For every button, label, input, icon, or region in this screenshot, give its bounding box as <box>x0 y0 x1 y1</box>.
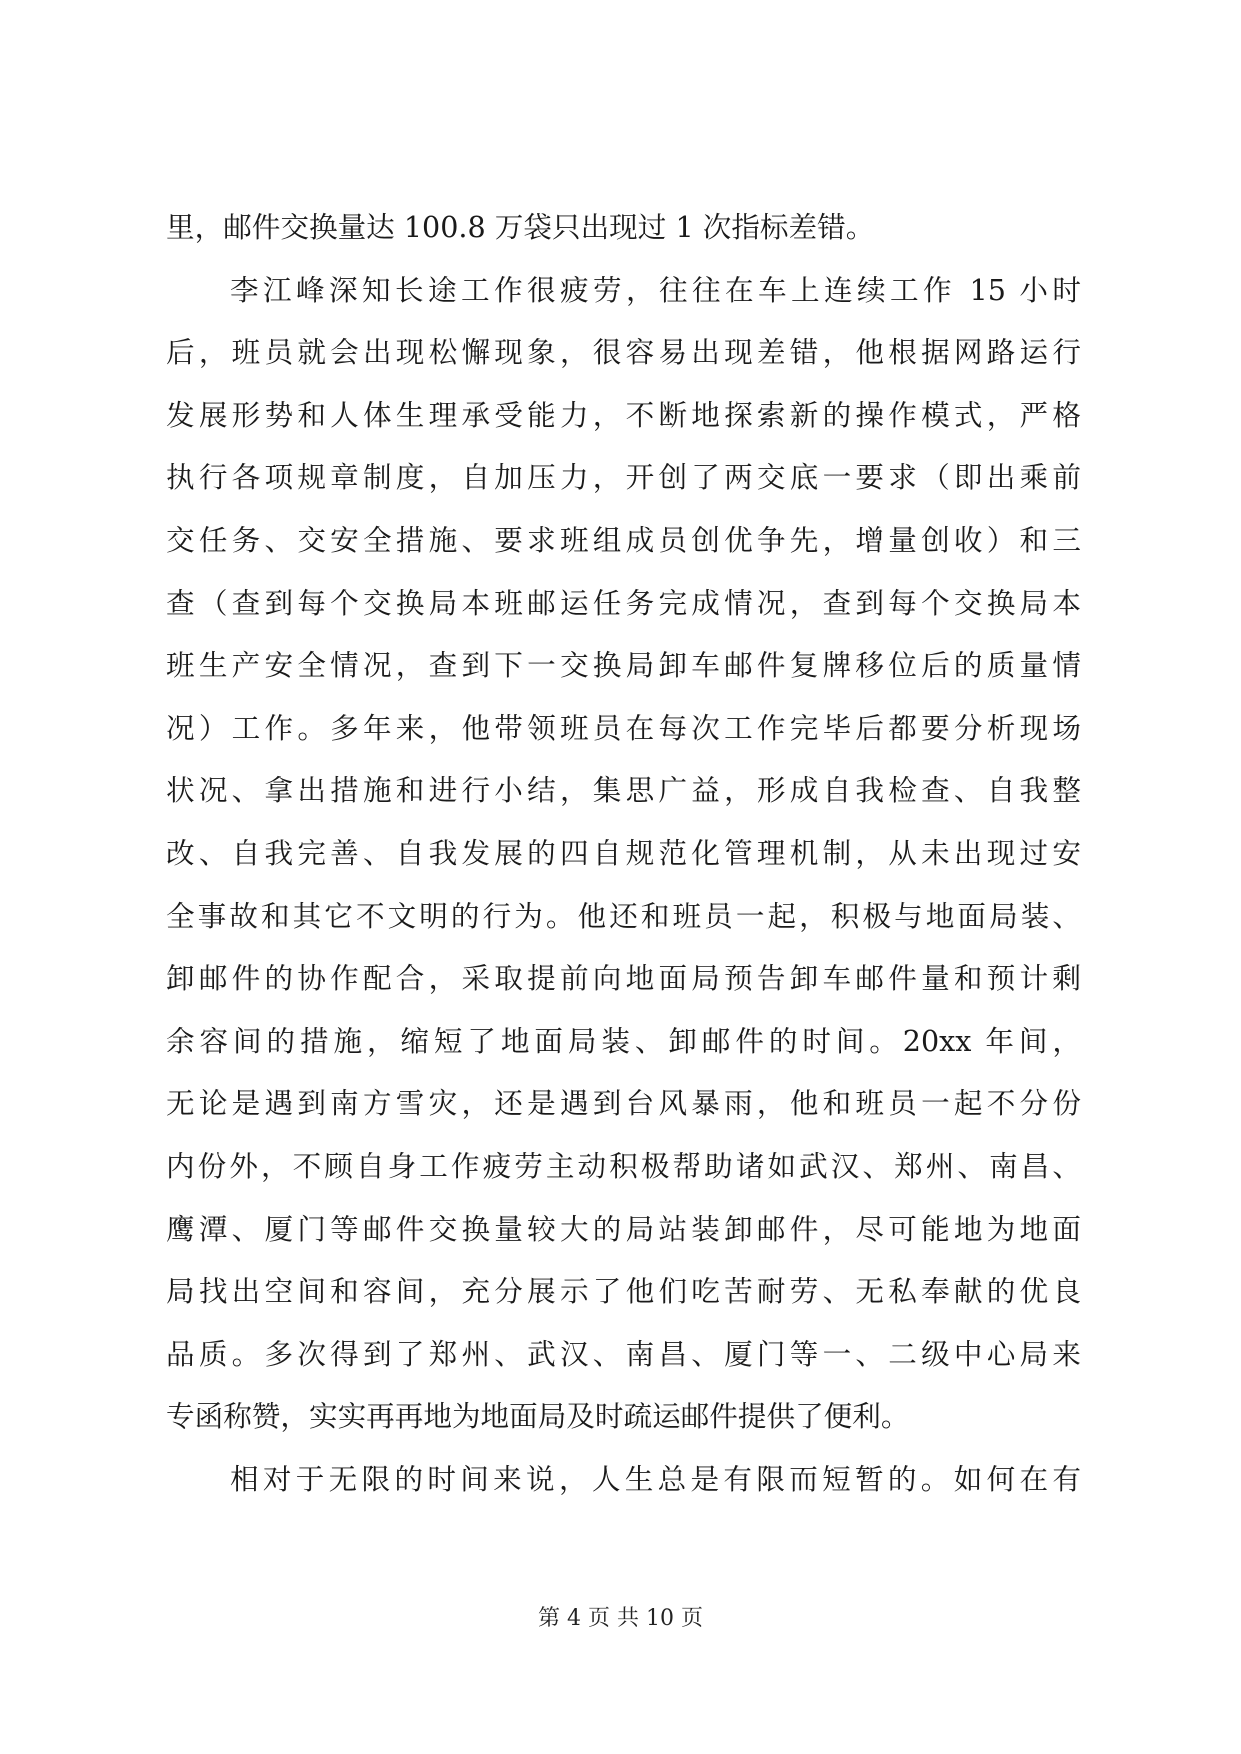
text-line: 卸邮件的协作配合，采取提前向地面局预告卸车邮件量和预计剩 <box>166 961 1081 996</box>
text-line: 鹰潭、厦门等邮件交换量较大的局站装卸邮件，尽可能地为地面 <box>166 1211 1081 1246</box>
text-line: 班生产安全情况，查到下一交换局卸车邮件复牌移位后的质量情 <box>166 648 1081 683</box>
text-line: 内份外，不顾自身工作疲劳主动积极帮助诸如武汉、郑州、南昌、 <box>166 1148 1081 1183</box>
paragraph-first-line: 相对于无限的时间来说，人生总是有限而短暂的。如何在有 <box>230 1461 1081 1496</box>
page-number-footer: 第 4 页 共 10 页 <box>538 1606 703 1631</box>
text-line: 余容间的措施，缩短了地面局装、卸邮件的时间。20xx 年间， <box>166 1023 1081 1058</box>
text-line: 执行各项规章制度，自加压力，开创了两交底一要求（即出乘前 <box>166 460 1081 495</box>
text-line: 里，邮件交换量达 100.8 万袋只出现过 1 次指标差错。 <box>166 210 875 244</box>
text-line: 状况、拿出措施和进行小结，集思广益，形成自我检查、自我整 <box>166 773 1081 808</box>
text-line: 局找出空间和容间，充分展示了他们吃苦耐劳、无私奉献的优良 <box>166 1274 1081 1309</box>
paragraph-first-line: 李江峰深知长途工作很疲劳，往往在车上连续工作 15 小时 <box>230 272 1081 307</box>
text-line: 交任务、交安全措施、要求班组成员创优争先，增量创收）和三 <box>166 522 1081 557</box>
text-line: 改、自我完善、自我发展的四自规范化管理机制，从未出现过安 <box>166 835 1081 870</box>
text-line: 品质。多次得到了郑州、武汉、南昌、厦门等一、二级中心局来 <box>166 1336 1081 1371</box>
text-line: 后，班员就会出现松懈现象，很容易出现差错，他根据网路运行 <box>166 335 1081 370</box>
body-text <box>166 196 1081 1510</box>
text-line: 全事故和其它不文明的行为。他还和班员一起，积极与地面局装、 <box>166 898 1081 933</box>
text-line: 查（查到每个交换局本班邮运任务完成情况，查到每个交换局本 <box>166 585 1081 620</box>
text-line: 况）工作。多年来，他带领班员在每次工作完毕后都要分析现场 <box>166 710 1081 745</box>
text-line: 无论是遇到南方雪灾，还是遇到台风暴雨，他和班员一起不分份 <box>166 1086 1081 1121</box>
text-line: 专函称赞，实实再再地为地面局及时疏运邮件提供了便利。 <box>166 1399 910 1434</box>
text-line: 发展形势和人体生理承受能力，不断地探索新的操作模式，严格 <box>166 397 1081 432</box>
